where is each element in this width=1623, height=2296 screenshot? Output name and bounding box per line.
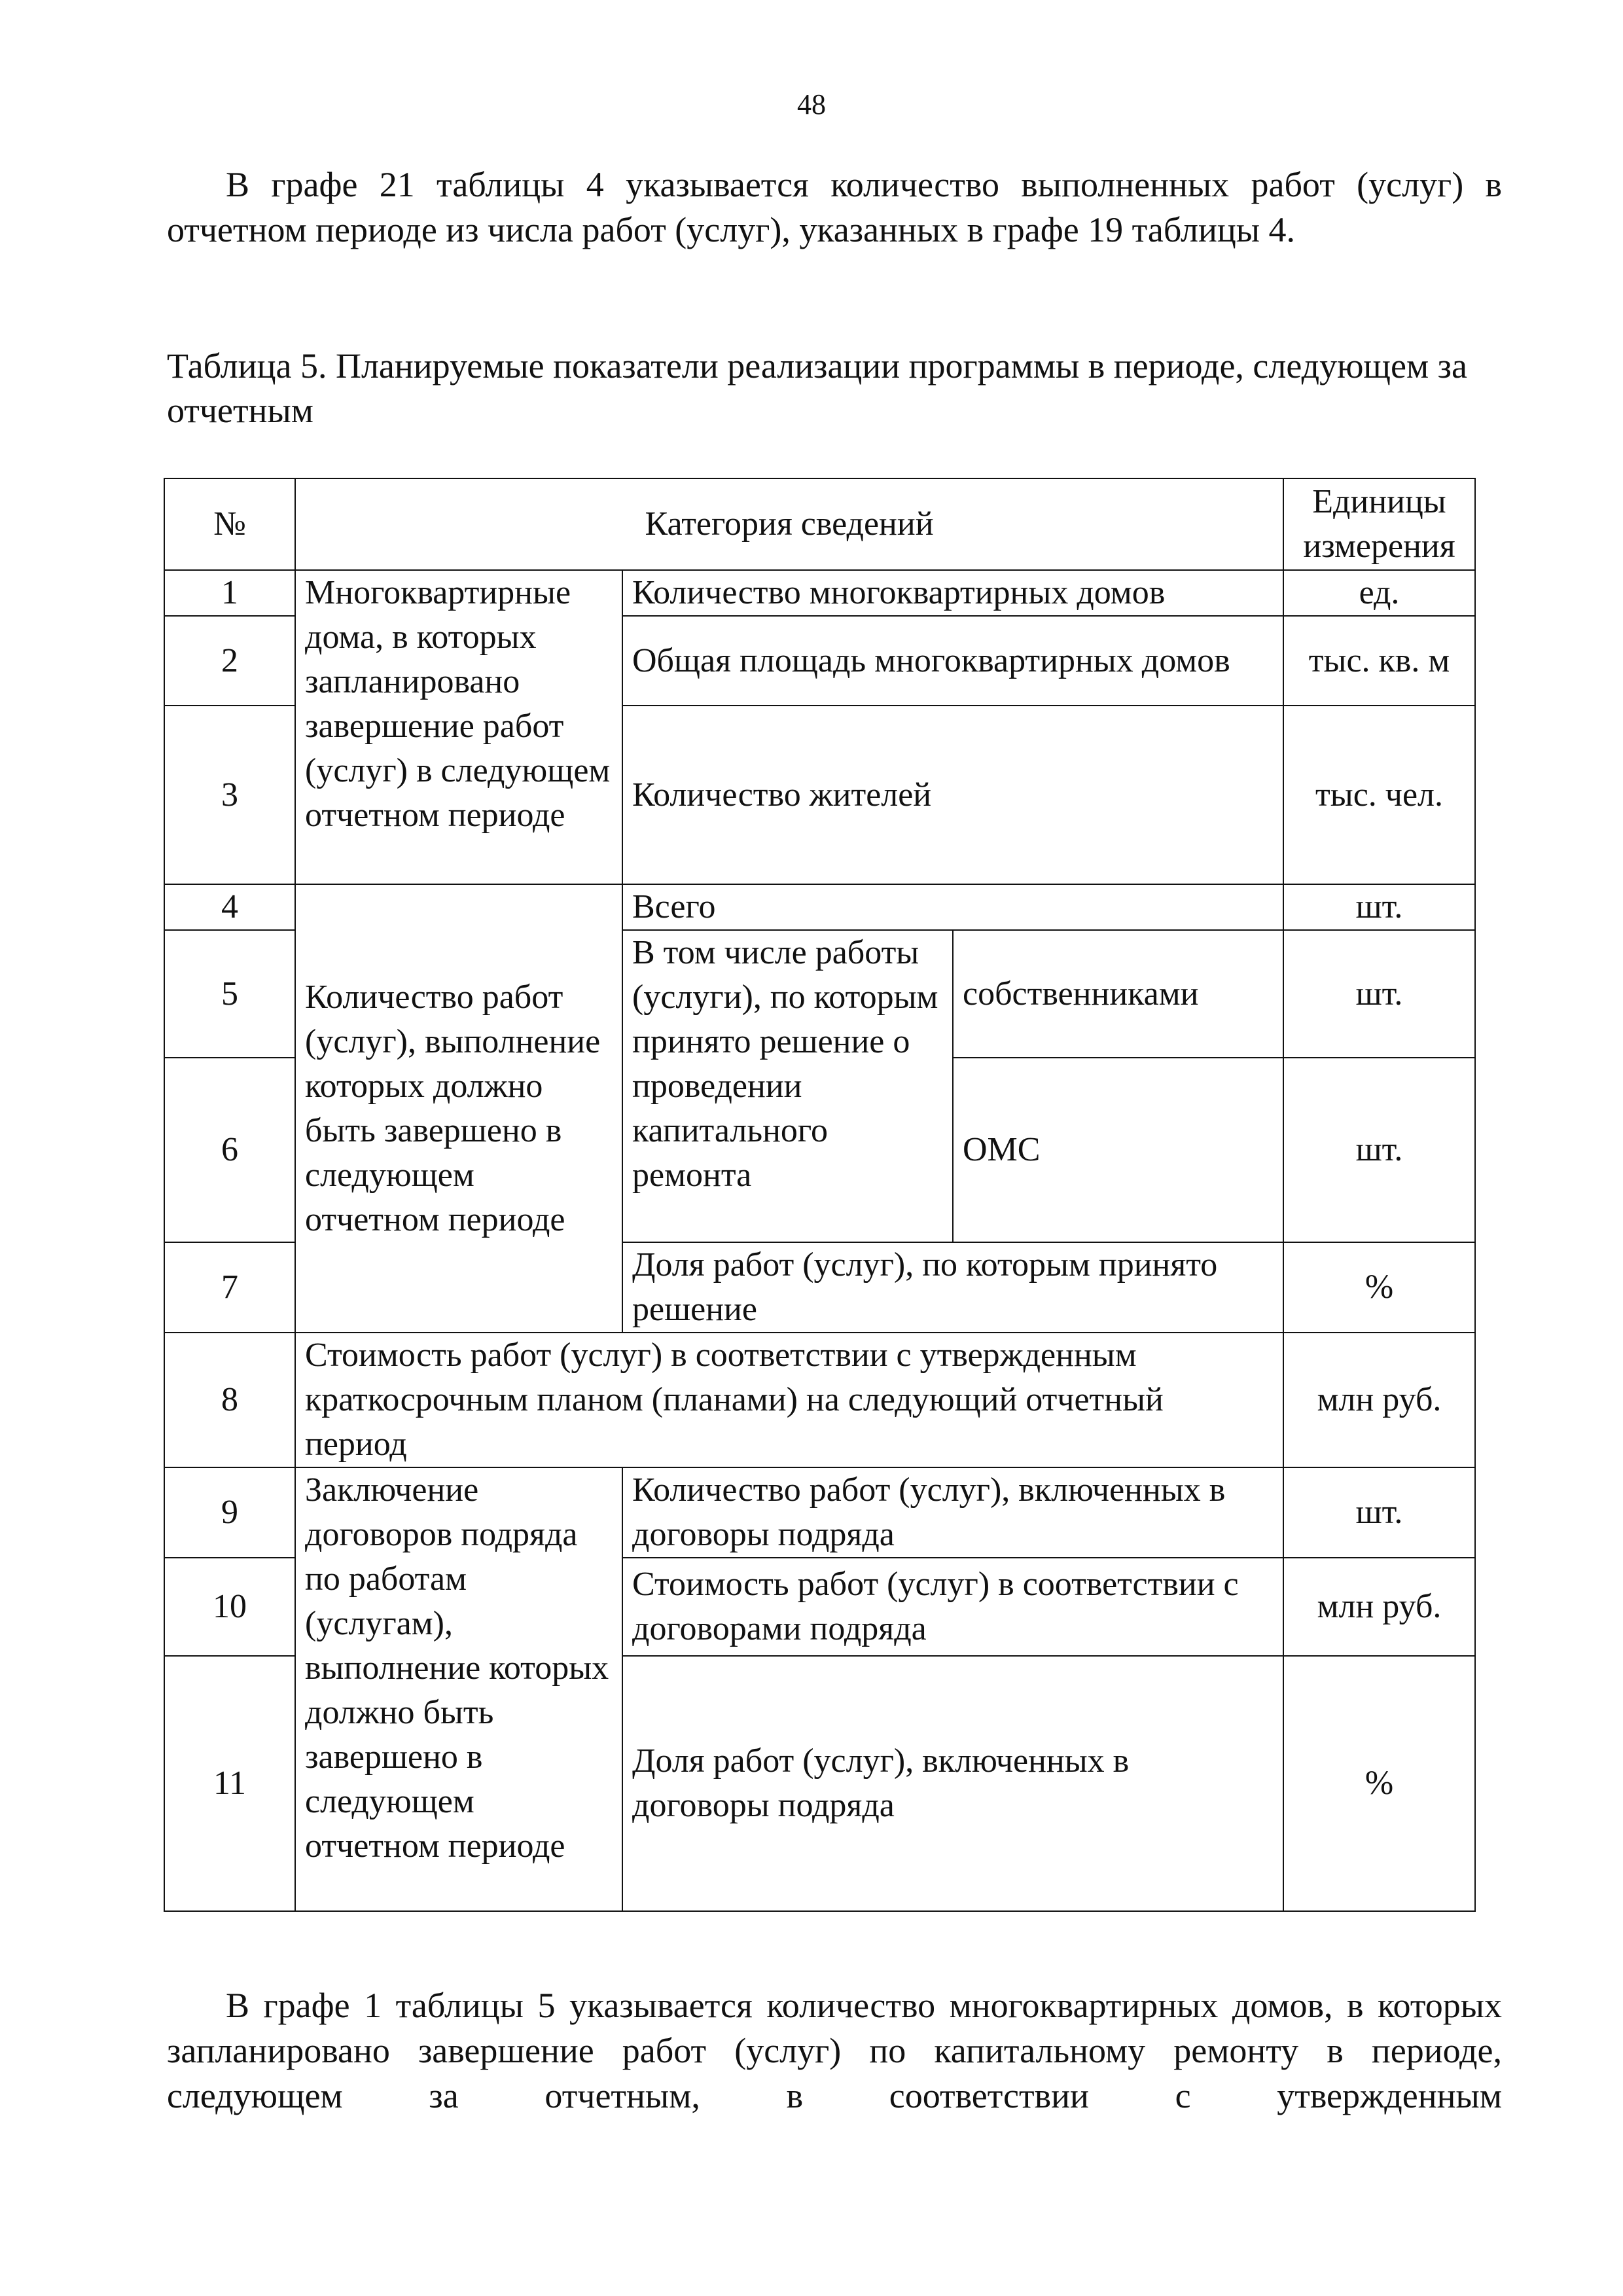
row-number: 11 — [164, 1656, 295, 1911]
row-unit: ед. — [1283, 570, 1475, 616]
row-number: 5 — [164, 930, 295, 1058]
group-works-to-complete: Количество работ (услуг), выполнение которых должно быть завершено в следующем отчетном периоде — [295, 884, 622, 1333]
row-unit: шт. — [1283, 884, 1475, 930]
row-unit: % — [1283, 1656, 1475, 1911]
row-label: Доля работ (услуг), по которым принято решение — [622, 1242, 1283, 1333]
row-label: Количество жителей — [622, 706, 1283, 884]
header-category: Категория сведений — [295, 478, 1283, 570]
row-label: Стоимость работ (услуг) в соответствии с договорами подряда — [622, 1558, 1283, 1656]
header-number: № — [164, 478, 295, 570]
row-number: 8 — [164, 1333, 295, 1467]
subgroup-decision-works: В том числе работы (услуги), по которым принято решение о проведении капитального ремонта — [622, 930, 953, 1242]
planned-indicators-table — [164, 478, 1476, 1912]
row-unit: тыс. чел. — [1283, 706, 1475, 884]
row-label: Общая площадь многоквартирных домов — [622, 616, 1283, 706]
page-number: 48 — [797, 88, 826, 120]
row-label: Всего — [622, 884, 1283, 930]
table-row — [164, 884, 1475, 930]
table-row — [164, 1467, 1475, 1558]
row-unit: % — [1283, 1242, 1475, 1333]
row-unit: шт. — [1283, 1467, 1475, 1558]
row-unit: тыс. кв. м — [1283, 616, 1475, 706]
header-units: Единицы измерения — [1283, 478, 1475, 570]
outro-paragraph: В графе 1 таблицы 5 указывается количество многоквартирных домов, в которых запланировано завершение работ (услуг) по капитальному ремонту в периоде, следующем за отчетным, в соответствии с утвержденным — [167, 1986, 1502, 2115]
row-label: собственниками — [953, 930, 1283, 1058]
row-unit: шт. — [1283, 930, 1475, 1058]
row-number: 6 — [164, 1058, 295, 1242]
intro-paragraph: В графе 21 таблицы 4 указывается количество выполненных работ (услуг) в отчетном периоде из числа работ (услуг), указанных в графе 19 таблицы 4. — [167, 165, 1502, 249]
table-row — [164, 570, 1475, 616]
table-caption: Таблица 5. Планируемые показатели реализации программы в периоде, следующем за отчетным — [167, 346, 1467, 430]
row-label: Количество многоквартирных домов — [622, 570, 1283, 616]
row-label: Стоимость работ (услуг) в соответствии с утвержденным краткосрочным планом (планами) на следующий отчетный период — [295, 1333, 1283, 1467]
row-unit: млн руб. — [1283, 1558, 1475, 1656]
row-number: 7 — [164, 1242, 295, 1333]
row-unit: шт. — [1283, 1058, 1475, 1242]
table-row — [164, 1333, 1475, 1467]
row-label: Количество работ (услуг), включенных в договоры подряда — [622, 1467, 1283, 1558]
table-header-row — [164, 478, 1475, 570]
row-label: Доля работ (услуг), включенных в договоры подряда — [622, 1656, 1283, 1911]
row-number: 10 — [164, 1558, 295, 1656]
row-number: 9 — [164, 1467, 295, 1558]
group-contracts: Заключение договоров подряда по работам (услугам), выполнение которых должно быть завершено в следующем отчетном периоде — [295, 1467, 622, 1911]
row-label: ОМС — [953, 1058, 1283, 1242]
row-unit: млн руб. — [1283, 1333, 1475, 1467]
row-number: 3 — [164, 706, 295, 884]
row-number: 4 — [164, 884, 295, 930]
row-number: 2 — [164, 616, 295, 706]
row-number: 1 — [164, 570, 295, 616]
group-apartment-buildings: Многоквартирные дома, в которых запланировано завершение работ (услуг) в следующем отчетном периоде — [295, 570, 622, 884]
